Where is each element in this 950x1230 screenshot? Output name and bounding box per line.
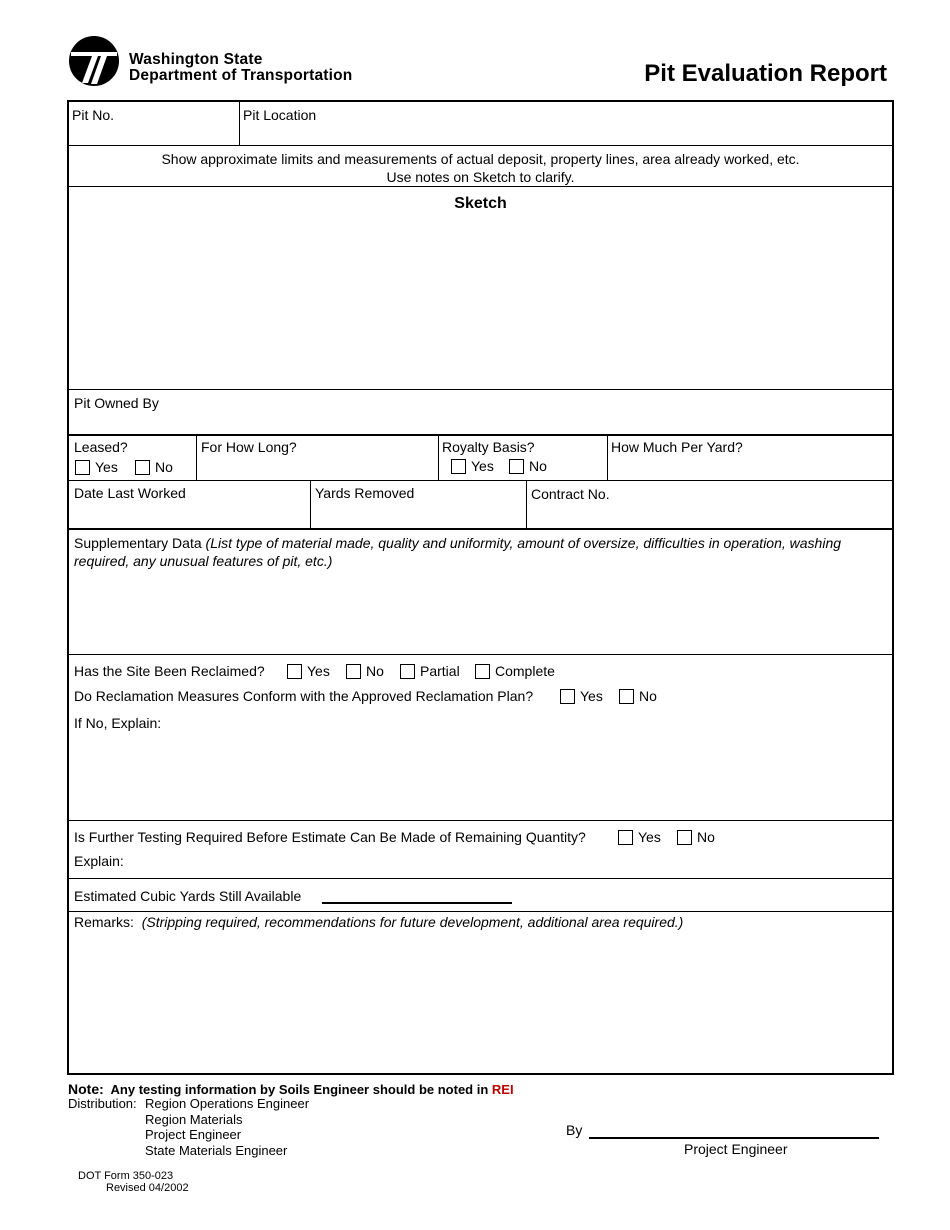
distribution-label: Distribution:: [68, 1096, 137, 1111]
reclaimed-question: Has the Site Been Reclaimed?: [74, 663, 265, 679]
sketch-heading: Sketch: [454, 195, 507, 212]
reclaimed-partial-option[interactable]: Partial: [400, 663, 460, 679]
page-title: Pit Evaluation Report: [644, 60, 887, 87]
royalty-yes-option[interactable]: Yes: [451, 458, 494, 474]
agency-name: Washington State Department of Transportation: [129, 51, 353, 84]
revised-date: Revised 04/2002: [106, 1182, 189, 1194]
leased-label: Leased?: [74, 439, 128, 455]
supplementary-data-label: Supplementary Data (List type of material made, quality and uniformity, amount of oversize, difficulties in operation, washing: [74, 535, 842, 551]
reclaimed-yes-checkbox[interactable]: [287, 664, 302, 679]
leased-no-option[interactable]: No: [135, 459, 173, 475]
conform-no-checkbox[interactable]: [619, 689, 634, 704]
form-number: DOT Form 350-023: [78, 1170, 174, 1182]
conform-no-option[interactable]: No: [619, 688, 657, 704]
royalty-no-checkbox[interactable]: [509, 459, 524, 474]
remarks-label: Remarks: (Stripping required, recommendations for future development, additional area required.): [74, 914, 684, 930]
conform-yes-checkbox[interactable]: [560, 689, 575, 704]
contract-no-label: Contract No.: [531, 486, 610, 502]
testing-no-checkbox[interactable]: [677, 830, 692, 845]
royalty-yes-checkbox[interactable]: [451, 459, 466, 474]
signature-line[interactable]: [589, 1137, 879, 1139]
sketch-area[interactable]: [69, 202, 892, 388]
wsdot-logo-icon: [68, 35, 120, 87]
reclaimed-yes-option[interactable]: Yes: [287, 663, 330, 679]
note-red-text: REI: [491, 1082, 514, 1097]
conform-yes-option[interactable]: Yes: [560, 688, 603, 704]
yards-removed-label: Yards Removed: [315, 485, 415, 501]
instructions-line1: Show approximate limits and measurements of actual deposit, property lines, area already worked, etc.: [161, 151, 800, 167]
supplementary-hint: required, any unusual features of pit, etc.): [74, 553, 333, 569]
reclaimed-complete-option[interactable]: Complete: [475, 663, 555, 679]
list-item: State Materials Engineer: [145, 1142, 288, 1158]
list-item: Project Engineer: [145, 1127, 242, 1142]
testing-question: Is Further Testing Required Before Estimate Can Be Made of Remaining Quantity?: [74, 829, 586, 845]
reclaimed-no-option[interactable]: No: [346, 663, 384, 679]
pit-location-label: Pit Location: [243, 107, 317, 123]
form-frame: [67, 100, 894, 1075]
list-item: Region Operations Engineer: [145, 1096, 310, 1111]
reclaimed-no-checkbox[interactable]: [346, 664, 361, 679]
leased-no-checkbox[interactable]: [135, 460, 150, 475]
by-label: By: [566, 1122, 583, 1138]
royalty-basis-label: Royalty Basis?: [442, 439, 535, 455]
distribution-list: [145, 1096, 309, 1158]
leased-yes-checkbox[interactable]: [75, 460, 90, 475]
estimated-yards-label: Estimated Cubic Yards Still Available: [74, 888, 302, 904]
testing-yes-option[interactable]: Yes: [618, 829, 661, 845]
pit-owned-by-label: Pit Owned By: [74, 395, 159, 411]
conform-question: Do Reclamation Measures Conform with the Approved Reclamation Plan?: [74, 688, 534, 704]
leased-yes-option[interactable]: Yes: [75, 459, 118, 475]
estimated-yards-field[interactable]: [322, 902, 512, 904]
signature-title: Project Engineer: [684, 1141, 788, 1157]
testing-yes-checkbox[interactable]: [618, 830, 633, 845]
for-how-long-label: For How Long?: [201, 439, 297, 455]
if-no-explain-label: If No, Explain:: [74, 715, 162, 731]
royalty-no-option[interactable]: No: [509, 458, 547, 474]
how-much-per-yard-label: How Much Per Yard?: [611, 439, 743, 455]
date-last-worked-label: Date Last Worked: [74, 485, 186, 501]
note-line: Note: Any testing information by Soils Engineer should be noted in REI: [68, 1081, 514, 1097]
pit-no-label: Pit No.: [72, 107, 115, 123]
instructions-line2: Use notes on Sketch to clarify.: [386, 169, 575, 185]
reclaimed-complete-checkbox[interactable]: [475, 664, 490, 679]
list-item: Region Materials: [145, 1111, 243, 1127]
explain-label: Explain:: [74, 853, 124, 869]
testing-no-option[interactable]: No: [677, 829, 715, 845]
reclaimed-partial-checkbox[interactable]: [400, 664, 415, 679]
